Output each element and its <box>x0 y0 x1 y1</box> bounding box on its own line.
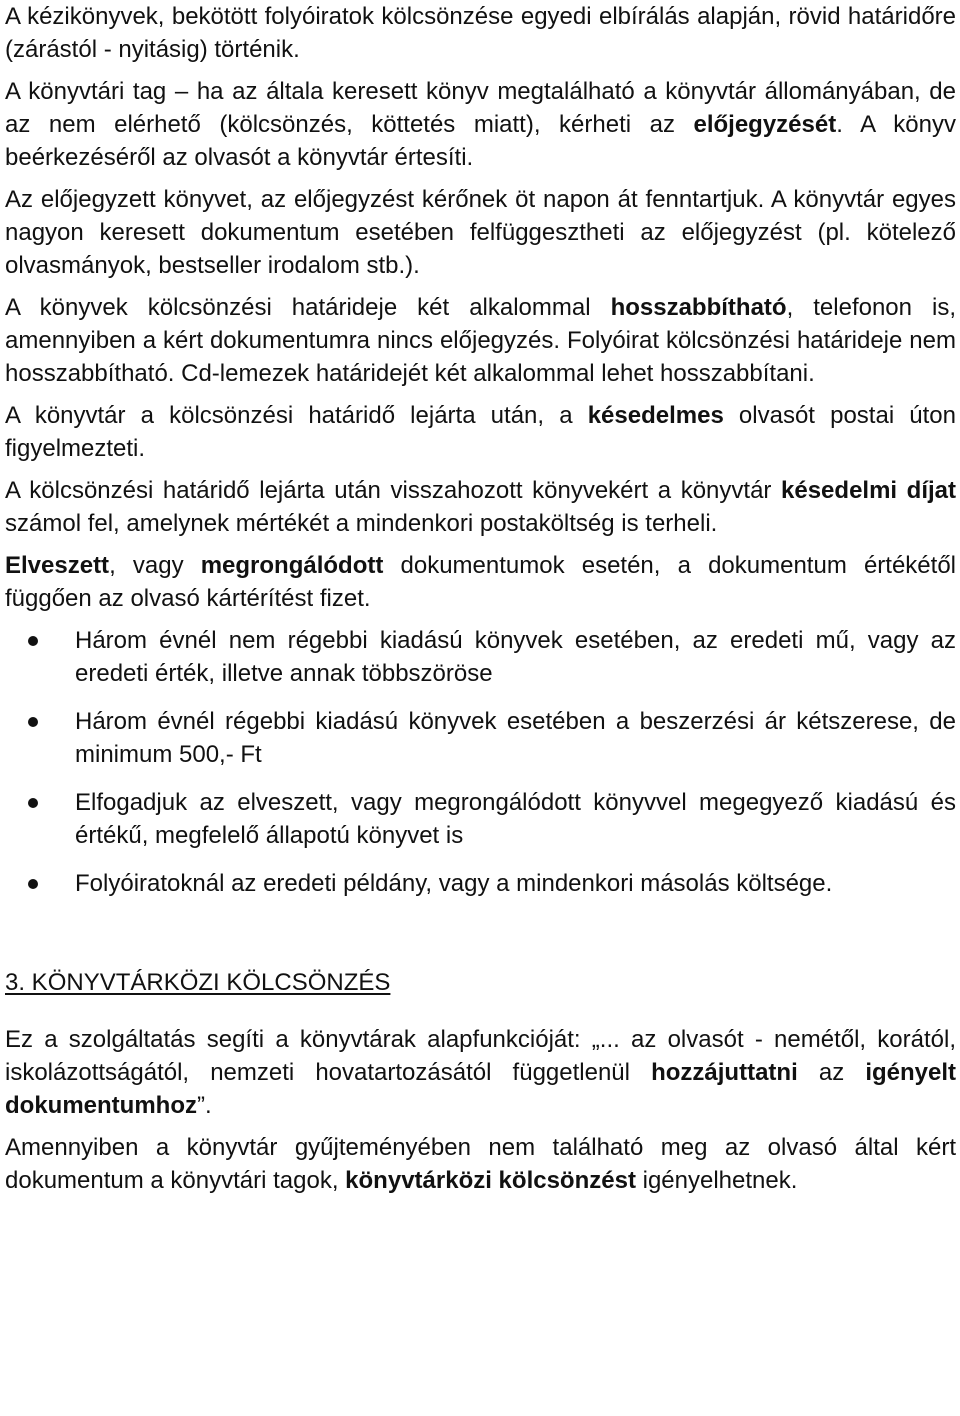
text-span: dokumentumok esetén, a dokumentum értékétől függően az olvasó kártérítést fizet. <box>5 552 956 612</box>
text-span: . A könyv beérkezéséről az olvasót a könyvtár értesíti. <box>5 111 956 171</box>
text-span: igényelhetnek. <box>635 1167 798 1194</box>
paragraph-reservation-hold: Az előjegyzett könyvet, az előjegyzést kérőnek öt napon át fenntartjuk. A könyvtár egyes nagyon keresett dokumentum esetében felfüggesztheti az előjegyzést (pl. kötelező olvasmányok, bestseller irodalom stb.). <box>5 186 956 279</box>
paragraph-reservation <box>5 75 956 174</box>
list-item <box>5 624 956 690</box>
text-span: Ez a szolgáltatás segíti a könyvtárak alapfunkcióját: „... az olvasót - nemétől, korától, iskolázottságától, nemzeti hovatartozásától függetlenül <box>5 1026 956 1086</box>
paragraph-interlibrary-purpose <box>5 1023 956 1122</box>
text-span: ”. <box>197 1092 212 1119</box>
text-span: olvasót postai úton figyelmezteti. <box>5 402 956 462</box>
text-span: A könyvtár a kölcsönzési határidő lejárta után, a <box>5 402 588 429</box>
text-span: A kölcsönzési határidő lejárta után visszahozott könyvekért a könyvtár <box>5 477 782 504</box>
paragraph-interlibrary-request <box>5 1131 956 1197</box>
text-span: A könyvek kölcsönzési határideje két alkalommal <box>5 294 611 321</box>
bullet-icon <box>28 798 38 808</box>
bold-term-reservation: előjegyzését <box>693 111 837 138</box>
document-page <box>5 0 956 1197</box>
list-item-text: Elfogadjuk az elveszett, vagy megrongálódott könyvvel megegyező kiadású és értékű, megfelelő állapotú könyvet is <box>75 789 956 849</box>
list-item-text: Folyóiratoknál az eredeti példány, vagy a mindenkori másolás költsége. <box>75 870 833 897</box>
list-item <box>5 705 956 771</box>
text-span: , telefonon is, amennyiben a kért dokumentumra nincs előjegyzés. Folyóirat kölcsönzési határideje nem hosszabbítható. Cd-lemezek határidejét két alkalommal lehet hosszabbítani. <box>5 294 956 387</box>
paragraph-reference-loans: A kézikönyvek, bekötött folyóiratok kölcsönzése egyedi elbírálás alapján, rövid határidőre (zárástól - nyitásig) történik. <box>5 3 956 63</box>
bold-term-late-fee: késedelmi díjat <box>781 477 957 504</box>
bold-term-lost: Elveszett <box>5 552 110 579</box>
bullet-icon <box>28 636 38 646</box>
section-heading: 3. KÖNYVTÁRKÖZI KÖLCSÖNZÉS <box>5 969 391 996</box>
bold-term-requested-document: igényelt dokumentumhoz <box>5 1059 957 1119</box>
paragraph-renewal <box>5 291 956 390</box>
list-item-text: Három évnél nem régebbi kiadású könyvek esetében, az eredeti mű, vagy az eredeti érték, illetve annak többszöröse <box>75 627 956 687</box>
paragraph-lost-damaged <box>5 549 956 615</box>
text-span: A könyvtári tag – ha az általa keresett könyv megtalálható a könyvtár állományában, de az nem elérhető (kölcsönzés, köttetés miatt), kérheti az <box>5 78 956 138</box>
text-span: , vagy <box>109 552 201 579</box>
paragraph-late-fee <box>5 474 956 540</box>
bold-term-damaged: megrongálódott <box>200 552 384 579</box>
bold-term-interlibrary-loan: könyvtárközi kölcsönzést <box>345 1167 636 1194</box>
compensation-list <box>5 624 956 900</box>
bold-term-provide: hozzájuttatni <box>651 1059 798 1086</box>
list-item-text: Három évnél régebbi kiadású könyvek esetében a beszerzési ár kétszerese, de minimum 500,- Ft <box>75 708 956 768</box>
paragraph-overdue-notice <box>5 399 956 465</box>
text-span: számol fel, amelynek mértékét a mindenkori postaköltség is terheli. <box>5 510 718 537</box>
list-item <box>5 786 956 852</box>
text-span: Amennyiben a könyvtár gyűjteményében nem található meg az olvasó által kért dokumentum a könyvtári tagok, <box>5 1134 956 1194</box>
bullet-icon <box>28 717 38 727</box>
text-span: az <box>797 1059 866 1086</box>
bold-term-overdue: késedelmes <box>587 402 724 429</box>
bold-term-renewable: hosszabbítható <box>610 294 787 321</box>
list-item <box>5 867 956 900</box>
bullet-icon <box>28 879 38 889</box>
